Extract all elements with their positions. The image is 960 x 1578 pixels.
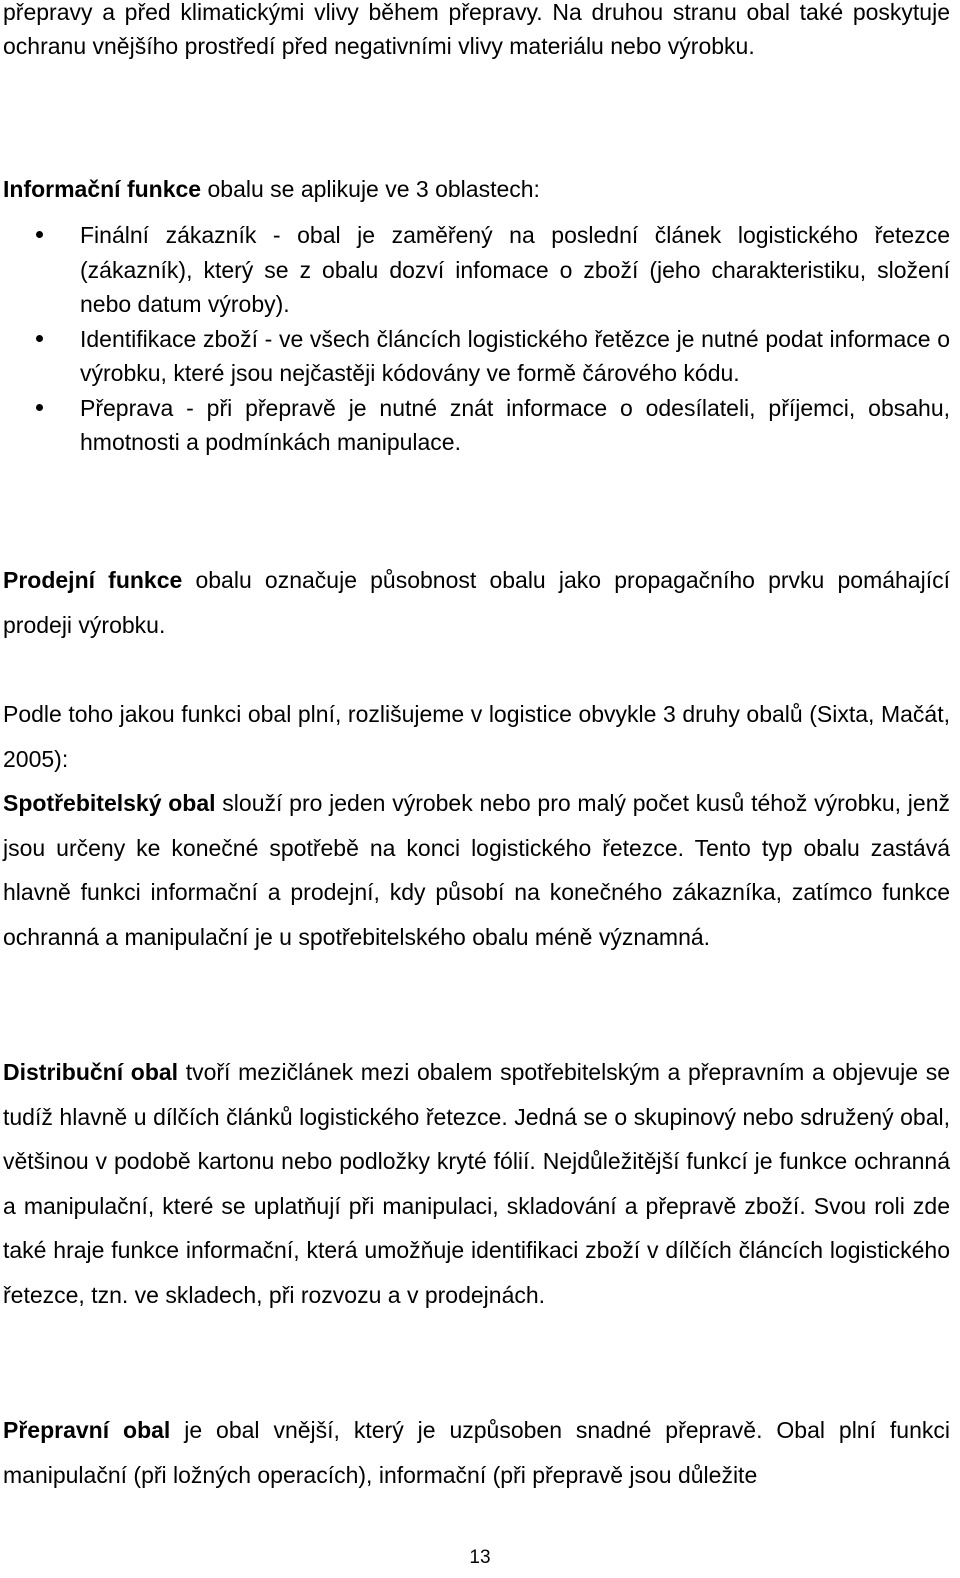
list-item bbox=[0, 391, 950, 460]
sales-function-text: obalu označuje působnost obalu jako propagačního prvku pomáhající prodeji výrobku. bbox=[3, 567, 950, 638]
distribution-packaging-text: tvoří mezičlánek mezi obalem spotřebitelským a přepravním a objevuje se tudíž hlavně u dílčích článků logistického řetezce. Jedná se o skupinový nebo sdružený obal, většinou v podobě kartonu nebo podložky kryté fólií. Nejdůležitější funkcí je funkce ochranná a manipulační, které se uplatňují při manipulaci, skladování a přepravě zboží. Svou roli zde také hraje funkce informační, která umožňuje identifikaci zboží v dílčích článcích logistického řetezce, tzn. ve skladech, při rozvozu a v prodejnách. bbox=[3, 1059, 951, 1308]
term-info-function: Informační funkce bbox=[3, 176, 202, 202]
term-sales-function: Prodejní funkce bbox=[3, 567, 183, 593]
info-function-list bbox=[0, 218, 960, 460]
paragraph-sales-function bbox=[3, 558, 950, 647]
bullet-icon bbox=[36, 231, 43, 238]
paragraph-transport-packaging bbox=[3, 1408, 950, 1497]
info-function-text: obalu se aplikuje ve 3 oblastech: bbox=[201, 176, 540, 202]
list-item-text: Přeprava - při přepravě je nutné znát informace o odesílateli, příjemci, obsahu, hmotnosti a podmínkách manipulace. bbox=[80, 394, 950, 455]
paragraph-protection-end: přepravy a před klimatickými vlivy během přepravy. Na druhou stranu obal také poskytuje ochranu vnějšího prostředí před negativními vlivy materiálu nebo výrobku. bbox=[3, 0, 950, 59]
bullet-icon bbox=[36, 335, 43, 342]
list-item-text: Identifikace zboží - ve všech článcích logistického řetězce je nutné podat informace o výrobku, které jsou nejčastěji kódovány ve formě čárového kódu. bbox=[80, 325, 950, 386]
paragraph-info-function-lead bbox=[3, 172, 950, 206]
bullet-icon bbox=[36, 404, 43, 411]
consumer-packaging-text: slouží pro jeden výrobek nebo pro malý počet kusů téhož výrobku, jenž jsou určeny ke konečné spotřebě na konci logistického řetezce. Tento typ obalu zastává hlavně funkci informační a prodejní, kdy působí na konečného zákazníka, zatímco funkce ochranná a manipulační je u spotřebitelského obalu méně významná. bbox=[3, 790, 951, 950]
list-item bbox=[0, 218, 950, 322]
paragraph-distribution-packaging bbox=[3, 1050, 950, 1318]
page-number: 13 bbox=[469, 1547, 491, 1568]
paragraph-types-intro: Podle toho jakou funkci obal plní, rozlišujeme v logistice obvykle 3 druhy obalů (Sixta, Mačát, 2005): bbox=[3, 701, 950, 772]
list-item-text: Finální zákazník - obal je zaměřený na poslední článek logistického řetezce (zákazník), který se z obalu dozví infomace o zboží (jeho charakteristiku, složení nebo datum výroby). bbox=[80, 222, 950, 317]
term-transport-packaging: Přepravní obal bbox=[3, 1417, 171, 1443]
list-item bbox=[0, 322, 950, 391]
paragraph-consumer-packaging bbox=[3, 781, 950, 959]
term-distribution-packaging: Distribuční obal bbox=[3, 1059, 179, 1085]
transport-packaging-text: je obal vnější, který je uzpůsoben snadné přepravě. Obal plní funkci manipulační (při ložných operacích), informační (při přepravě jsou důležite bbox=[3, 1417, 950, 1488]
term-consumer-packaging: Spotřebitelský obal bbox=[3, 790, 216, 816]
